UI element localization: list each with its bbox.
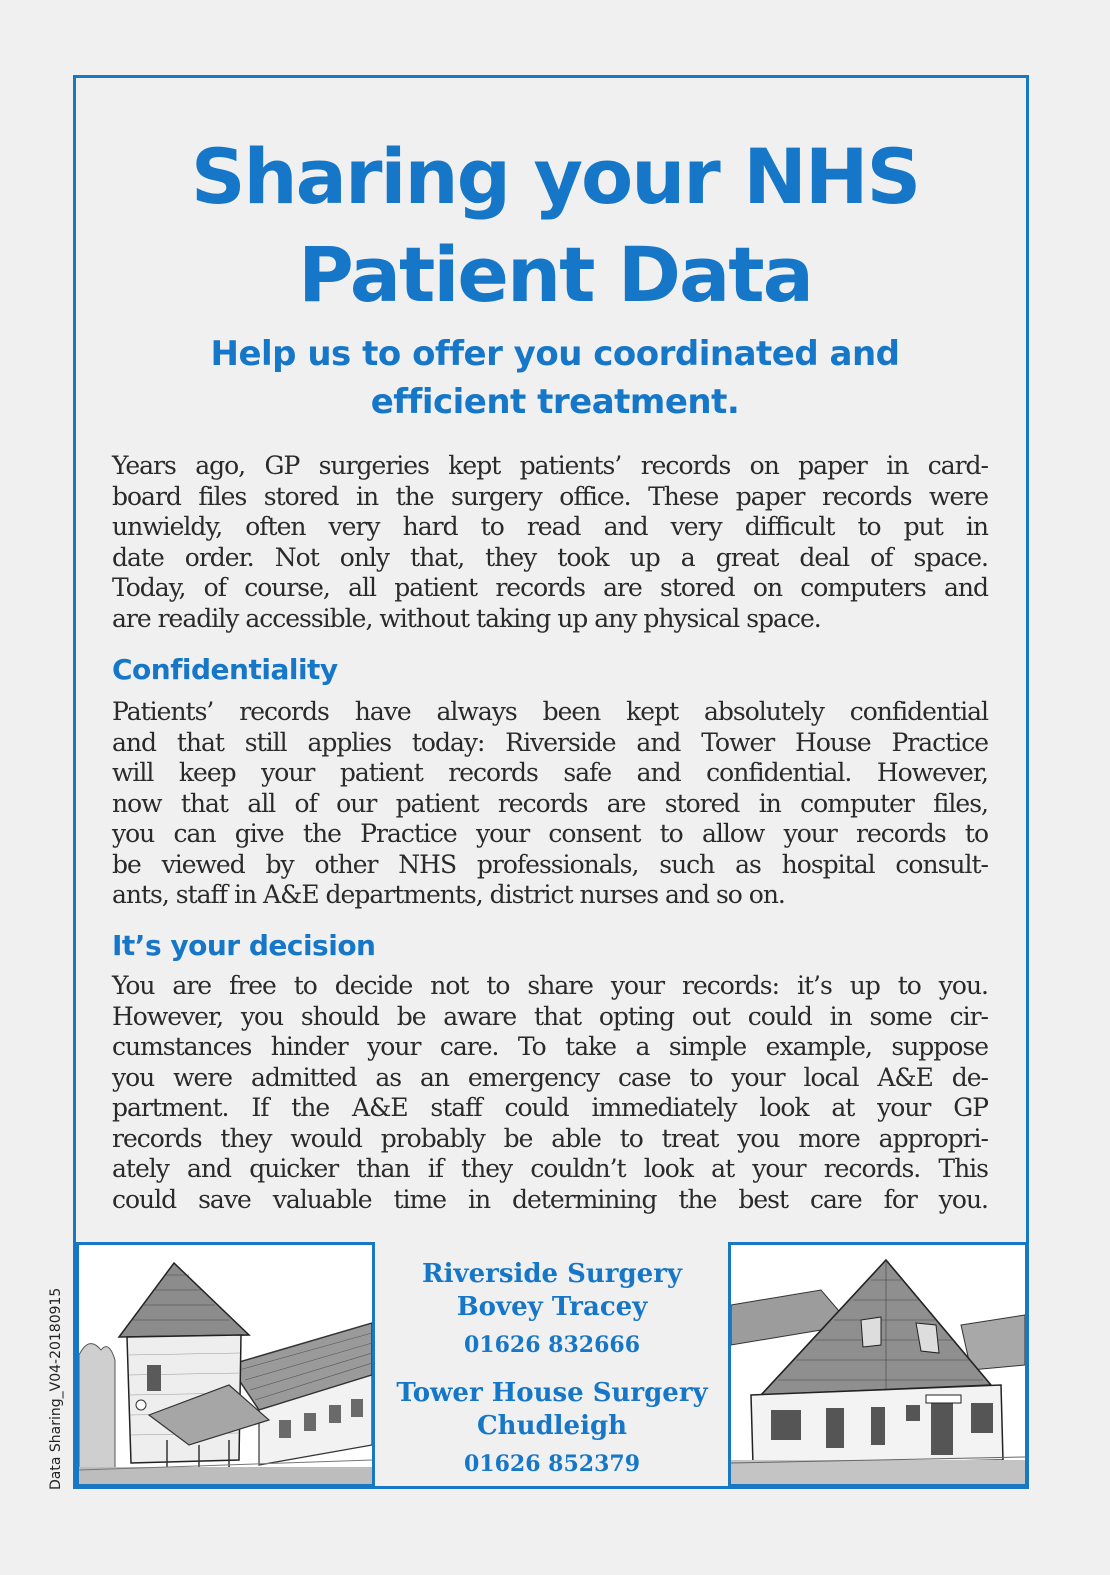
confidentiality-paragraph [112,697,988,911]
subtitle-line-2: efficient treatment. [370,382,740,422]
page-title-line-2: Patient Data [298,230,812,319]
tower-house-surgery-sketch [728,1242,1028,1487]
tower-house-contact [376,1377,728,1479]
confidentiality-heading: Confidentiality [112,653,338,686]
confidentiality-line: be viewed by other NHS professionals, such as hospital consult- [112,849,988,879]
contact-name-line: Riverside Surgery [421,1259,683,1289]
decision-line: partment. If the A&E staff could immediately look at your GP [112,1093,988,1122]
confidentiality-line: ants, staff in A&E departments, district nurses and so on. [112,880,785,909]
intro-line: Today, of course, all patient records are stored on computers and [112,573,988,602]
subtitle-line-1: Help us to offer you coordinated and [210,334,900,374]
riverside-surgery-sketch [76,1242,375,1487]
decision-line: ately and quicker than if they couldn’t look at your records. This [112,1154,988,1183]
decision-line: cumstances hinder your care. To take a simple example, suppose [112,1032,988,1061]
contact-phone: 01626 832666 [463,1332,641,1358]
page-title-line-1: Sharing your NHS [190,132,920,221]
riverside-contact [376,1258,728,1360]
decision-line: could save valuable time in determining the best care for you. [112,1184,988,1214]
decision-line: you were admitted as an emergency case to your local A&E de- [112,1062,988,1092]
confidentiality-line: and that still applies today: Riverside and Tower House Practice [112,727,988,757]
contact-name-line: Chudleigh [476,1411,628,1441]
confidentiality-line: will keep your patient records safe and confidential. However, [112,758,988,787]
intro-line: are readily accessible, without taking up any physical space. [112,603,821,633]
decision-line: records they would probably be able to treat you more appropri- [112,1123,988,1153]
intro-line: unwieldy, often very hard to read and very difficult to put in [112,512,988,541]
decision-line: You are free to decide not to share your records: it’s up to you. [112,971,988,1000]
version-label: Data Sharing_V04-20180915 [48,1287,64,1490]
intro-line: Years ago, GP surgeries kept patients’ records on paper in card- [112,451,988,480]
riverside-building-illustration [79,1245,372,1484]
decision-heading: It’s your decision [112,929,376,962]
decision-line: However, you should be aware that opting out could in some cir- [112,1001,988,1031]
confidentiality-line: now that all of our patient records are stored in computer files, [112,788,988,818]
confidentiality-line: you can give the Practice your consent to allow your records to [112,819,988,848]
intro-paragraph [112,451,988,634]
confidentiality-line: Patients’ records have always been kept absolutely confidential [112,697,988,726]
contact-name-line: Tower House Surgery [396,1378,708,1408]
tower-house-building-illustration [731,1245,1025,1484]
intro-line: date order. Not only that, they took up a great deal of space. [112,542,988,572]
contact-name-line: Bovey Tracey [456,1292,648,1322]
decision-paragraph [112,971,988,1215]
intro-line: board files stored in the surgery office. These paper records were [112,481,988,511]
contact-phone: 01626 852379 [463,1451,641,1477]
